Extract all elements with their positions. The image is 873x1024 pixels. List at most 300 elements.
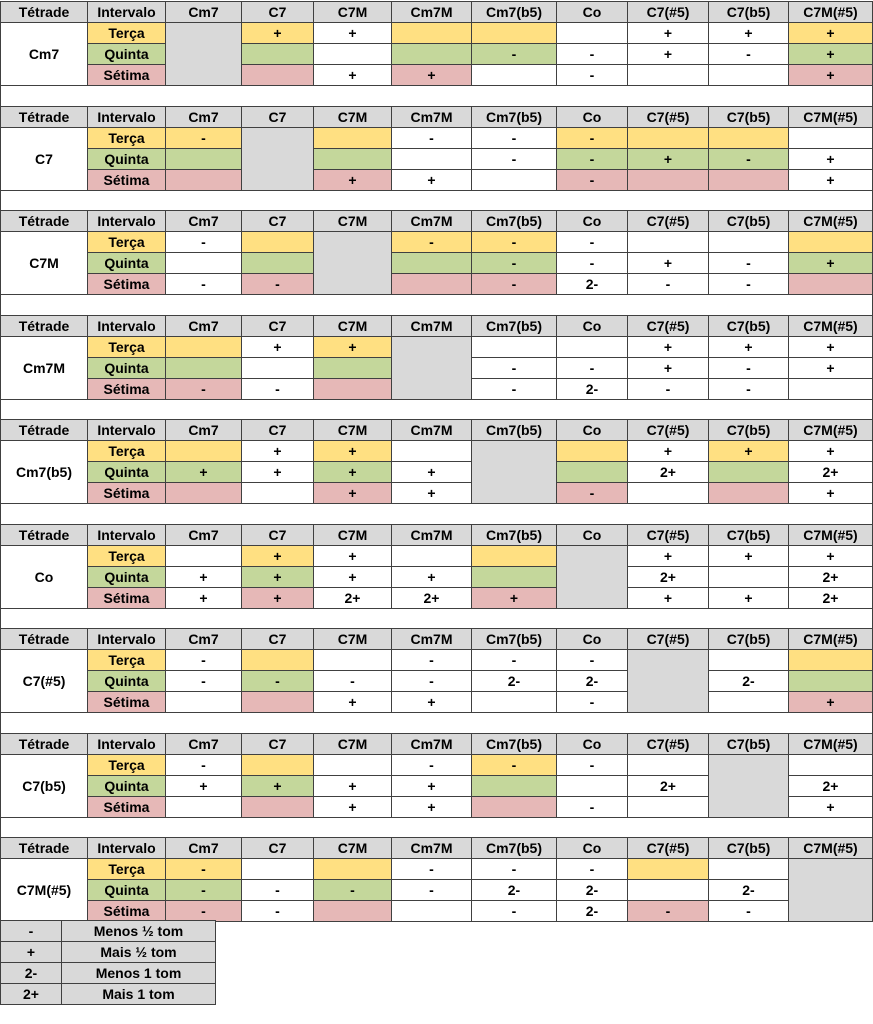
interval-cell [627, 879, 709, 901]
column-header: Co [556, 106, 628, 128]
interval-cell: - [241, 879, 314, 901]
column-header: Cm7M [391, 733, 472, 755]
interval-cell: + [708, 336, 789, 358]
interval-cell [165, 169, 242, 191]
interval-cell: + [313, 64, 392, 86]
interval-cell: - [165, 649, 242, 671]
interval-label: Sétima [87, 796, 166, 818]
interval-cell: + [391, 691, 472, 713]
legend-symbol: 2- [0, 962, 62, 984]
interval-cell [241, 43, 314, 65]
interval-cell [788, 754, 873, 776]
column-header: Cm7M [391, 837, 472, 859]
interval-cell: 2+ [788, 775, 873, 797]
column-header: C7(#5) [627, 524, 709, 546]
column-header: C7M(#5) [788, 628, 873, 650]
column-header: Cm7 [165, 419, 242, 441]
interval-cell: + [788, 691, 873, 713]
column-header: C7(#5) [627, 419, 709, 441]
interval-label: Sétima [87, 378, 166, 400]
diagonal-cell [471, 440, 557, 504]
interval-cell [471, 545, 557, 567]
column-header: Co [556, 733, 628, 755]
diagonal-cell [788, 858, 873, 922]
block-spacer [0, 817, 873, 838]
column-header: Tétrade [0, 628, 88, 650]
interval-label: Terça [87, 336, 166, 358]
column-header: Co [556, 419, 628, 441]
interval-cell: - [708, 43, 789, 65]
interval-cell: 2- [708, 879, 789, 901]
column-header: Cm7(b5) [471, 628, 557, 650]
interval-cell [788, 273, 873, 295]
interval-cell: + [391, 796, 472, 818]
interval-cell: + [708, 545, 789, 567]
interval-cell: + [391, 64, 472, 86]
interval-cell: + [788, 336, 873, 358]
tetrade-label: C7M(#5) [0, 858, 88, 922]
interval-cell: - [556, 169, 628, 191]
interval-cell [471, 775, 557, 797]
interval-cell [627, 858, 709, 880]
interval-cell: - [241, 273, 314, 295]
interval-cell: - [627, 900, 709, 922]
interval-cell: + [313, 775, 392, 797]
column-header: C7M [313, 524, 392, 546]
interval-cell: - [241, 670, 314, 692]
interval-label: Terça [87, 754, 166, 776]
block-spacer [0, 608, 873, 629]
interval-cell: + [788, 482, 873, 504]
interval-cell [391, 252, 472, 274]
block-spacer [0, 712, 873, 734]
diagonal-cell [165, 22, 242, 86]
column-header: C7 [241, 315, 314, 337]
interval-label: Terça [87, 858, 166, 880]
tetrade-label: C7(b5) [0, 754, 88, 818]
interval-cell [627, 754, 709, 776]
interval-cell [313, 649, 392, 671]
tetrade-label: Cm7M [0, 336, 88, 400]
interval-cell: - [708, 357, 789, 379]
interval-cell: + [788, 169, 873, 191]
legend-text: Mais ½ tom [61, 941, 216, 963]
interval-cell: + [391, 461, 472, 483]
interval-cell [313, 900, 392, 922]
interval-cell [708, 231, 789, 253]
interval-cell: 2+ [313, 587, 392, 609]
column-header: C7M(#5) [788, 524, 873, 546]
interval-cell: + [627, 545, 709, 567]
interval-cell [241, 858, 314, 880]
column-header: C7M [313, 419, 392, 441]
interval-cell: 2+ [391, 587, 472, 609]
interval-cell: + [313, 796, 392, 818]
column-header: Cm7 [165, 524, 242, 546]
interval-cell: + [165, 587, 242, 609]
interval-cell: - [313, 879, 392, 901]
interval-cell [627, 796, 709, 818]
column-header: C7 [241, 733, 314, 755]
interval-label: Quinta [87, 357, 166, 379]
column-header: Cm7M [391, 628, 472, 650]
interval-cell [471, 22, 557, 44]
column-header: Intervalo [87, 419, 166, 441]
column-header: Cm7M [391, 1, 472, 23]
interval-cell [165, 357, 242, 379]
column-header: Co [556, 628, 628, 650]
interval-cell: + [708, 587, 789, 609]
interval-label: Sétima [87, 587, 166, 609]
interval-cell [165, 440, 242, 462]
interval-cell: + [241, 336, 314, 358]
interval-label: Terça [87, 231, 166, 253]
interval-label: Quinta [87, 670, 166, 692]
column-header: Cm7 [165, 1, 242, 23]
interval-cell [788, 127, 873, 149]
interval-cell [627, 231, 709, 253]
column-header: Cm7(b5) [471, 837, 557, 859]
legend-text: Menos 1 tom [61, 962, 216, 984]
interval-label: Quinta [87, 566, 166, 588]
interval-label: Sétima [87, 64, 166, 86]
interval-cell: - [708, 148, 789, 170]
column-header: Cm7M [391, 210, 472, 232]
interval-cell: + [788, 545, 873, 567]
interval-cell: + [241, 587, 314, 609]
diagonal-cell [627, 649, 709, 713]
interval-cell: - [165, 879, 242, 901]
interval-cell: - [241, 378, 314, 400]
block-spacer [0, 85, 873, 107]
interval-cell [708, 691, 789, 713]
interval-cell [788, 231, 873, 253]
interval-label: Sétima [87, 169, 166, 191]
interval-cell: + [627, 22, 709, 44]
interval-cell [708, 461, 789, 483]
interval-cell: - [556, 127, 628, 149]
interval-cell: - [471, 649, 557, 671]
interval-cell: + [391, 775, 472, 797]
interval-cell: - [391, 754, 472, 776]
interval-cell: + [708, 22, 789, 44]
interval-cell: 2+ [627, 461, 709, 483]
interval-cell: - [165, 754, 242, 776]
column-header: C7(#5) [627, 837, 709, 859]
tetrade-label: Co [0, 545, 88, 609]
interval-cell: - [556, 691, 628, 713]
column-header: C7 [241, 210, 314, 232]
interval-label: Sétima [87, 273, 166, 295]
tetrade-label: Cm7 [0, 22, 88, 86]
interval-cell: + [788, 43, 873, 65]
column-header: C7 [241, 106, 314, 128]
interval-cell: 2+ [788, 587, 873, 609]
column-header: Cm7M [391, 524, 472, 546]
column-header: C7M(#5) [788, 1, 873, 23]
interval-cell [313, 858, 392, 880]
interval-cell: - [471, 273, 557, 295]
interval-cell: - [391, 127, 472, 149]
column-header: Tétrade [0, 210, 88, 232]
interval-cell [471, 64, 557, 86]
column-header: C7(b5) [708, 419, 789, 441]
interval-cell [241, 231, 314, 253]
interval-cell [471, 566, 557, 588]
interval-cell: 2- [471, 879, 557, 901]
interval-cell [708, 482, 789, 504]
column-header: C7(#5) [627, 628, 709, 650]
interval-cell: + [788, 22, 873, 44]
column-header: C7(b5) [708, 628, 789, 650]
interval-cell: - [708, 252, 789, 274]
interval-cell: - [165, 273, 242, 295]
interval-cell [556, 440, 628, 462]
column-header: C7(#5) [627, 315, 709, 337]
interval-cell: + [313, 461, 392, 483]
column-header: Cm7 [165, 837, 242, 859]
column-header: Cm7M [391, 106, 472, 128]
interval-label: Quinta [87, 252, 166, 274]
interval-cell [471, 336, 557, 358]
block-spacer [0, 503, 873, 525]
legend-symbol: 2+ [0, 983, 62, 1005]
interval-cell: - [471, 754, 557, 776]
legend-symbol: - [0, 920, 62, 942]
column-header: C7M [313, 106, 392, 128]
column-header: C7M [313, 1, 392, 23]
column-header: Cm7(b5) [471, 733, 557, 755]
interval-cell: - [471, 127, 557, 149]
interval-cell [471, 691, 557, 713]
interval-cell: - [556, 858, 628, 880]
column-header: Intervalo [87, 524, 166, 546]
interval-cell [313, 148, 392, 170]
interval-cell [556, 336, 628, 358]
diagonal-cell [556, 545, 628, 609]
interval-cell: - [391, 649, 472, 671]
interval-cell [241, 691, 314, 713]
interval-cell [391, 273, 472, 295]
interval-cell: - [556, 148, 628, 170]
interval-cell: + [627, 357, 709, 379]
interval-cell [471, 796, 557, 818]
interval-cell: + [788, 148, 873, 170]
column-header: C7(b5) [708, 524, 789, 546]
interval-cell [391, 22, 472, 44]
interval-cell [556, 461, 628, 483]
block-spacer [0, 190, 873, 211]
interval-cell [165, 796, 242, 818]
interval-cell: + [627, 336, 709, 358]
interval-cell: - [391, 858, 472, 880]
interval-cell [708, 858, 789, 880]
column-header: Co [556, 524, 628, 546]
interval-cell: + [627, 252, 709, 274]
interval-cell [241, 796, 314, 818]
interval-cell: - [165, 900, 242, 922]
interval-label: Quinta [87, 879, 166, 901]
interval-cell: + [391, 169, 472, 191]
column-header: C7 [241, 419, 314, 441]
column-header: Cm7M [391, 315, 472, 337]
interval-cell: + [313, 440, 392, 462]
interval-cell: - [556, 43, 628, 65]
column-header: Cm7 [165, 315, 242, 337]
interval-cell: + [313, 691, 392, 713]
column-header: Cm7(b5) [471, 1, 557, 23]
column-header: Intervalo [87, 628, 166, 650]
interval-cell: - [165, 670, 242, 692]
interval-cell: + [313, 22, 392, 44]
interval-cell: - [556, 796, 628, 818]
column-header: C7(b5) [708, 106, 789, 128]
interval-cell [165, 691, 242, 713]
interval-cell: - [708, 378, 789, 400]
interval-cell: - [391, 231, 472, 253]
column-header: C7(b5) [708, 1, 789, 23]
interval-cell [708, 169, 789, 191]
interval-cell [391, 545, 472, 567]
column-header: Tétrade [0, 315, 88, 337]
interval-cell: 2- [556, 273, 628, 295]
diagonal-cell [241, 127, 314, 191]
column-header: Co [556, 1, 628, 23]
interval-cell: + [788, 64, 873, 86]
interval-cell: - [556, 754, 628, 776]
legend-text: Mais 1 tom [61, 983, 216, 1005]
interval-cell: + [165, 566, 242, 588]
interval-cell [391, 440, 472, 462]
interval-cell: - [556, 482, 628, 504]
column-header: C7 [241, 628, 314, 650]
interval-cell [241, 64, 314, 86]
interval-cell [627, 169, 709, 191]
interval-cell: + [165, 461, 242, 483]
column-header: Cm7 [165, 733, 242, 755]
diagonal-cell [391, 336, 472, 400]
column-header: C7M(#5) [788, 315, 873, 337]
interval-cell [241, 754, 314, 776]
column-header: Cm7M [391, 419, 472, 441]
interval-cell [788, 670, 873, 692]
interval-cell [165, 545, 242, 567]
column-header: Intervalo [87, 106, 166, 128]
interval-cell [165, 252, 242, 274]
interval-cell: 2- [471, 670, 557, 692]
column-header: C7M(#5) [788, 210, 873, 232]
column-header: C7M(#5) [788, 837, 873, 859]
interval-cell: 2- [556, 670, 628, 692]
interval-cell [241, 357, 314, 379]
interval-cell [313, 127, 392, 149]
interval-cell: - [165, 127, 242, 149]
column-header: Co [556, 210, 628, 232]
interval-cell [241, 482, 314, 504]
interval-cell [313, 378, 392, 400]
column-header: Cm7(b5) [471, 419, 557, 441]
interval-label: Quinta [87, 461, 166, 483]
interval-cell: - [556, 252, 628, 274]
interval-cell: + [627, 43, 709, 65]
legend-text: Menos ½ tom [61, 920, 216, 942]
interval-cell: + [788, 440, 873, 462]
column-header: Co [556, 315, 628, 337]
interval-cell: 2- [708, 670, 789, 692]
column-header: Cm7 [165, 210, 242, 232]
interval-cell: + [241, 22, 314, 44]
interval-cell [627, 64, 709, 86]
column-header: C7M [313, 210, 392, 232]
interval-cell [313, 357, 392, 379]
interval-cell: - [471, 858, 557, 880]
interval-cell: - [627, 273, 709, 295]
diagonal-cell [313, 231, 392, 295]
interval-cell [391, 900, 472, 922]
interval-cell: 2+ [627, 775, 709, 797]
interval-cell: + [241, 545, 314, 567]
interval-label: Terça [87, 545, 166, 567]
interval-label: Quinta [87, 775, 166, 797]
interval-cell: - [556, 231, 628, 253]
column-header: C7(b5) [708, 733, 789, 755]
interval-cell [627, 482, 709, 504]
interval-cell: 2- [556, 879, 628, 901]
interval-label: Quinta [87, 43, 166, 65]
interval-cell [391, 43, 472, 65]
block-spacer [0, 294, 873, 316]
interval-cell: + [708, 440, 789, 462]
interval-cell: + [391, 566, 472, 588]
interval-label: Sétima [87, 482, 166, 504]
interval-cell: 2+ [788, 461, 873, 483]
interval-label: Terça [87, 22, 166, 44]
block-spacer [0, 399, 873, 420]
interval-cell: - [471, 231, 557, 253]
interval-cell: - [556, 357, 628, 379]
column-header: Tétrade [0, 419, 88, 441]
interval-cell [241, 649, 314, 671]
interval-cell: - [556, 64, 628, 86]
column-header: C7M(#5) [788, 419, 873, 441]
column-header: Intervalo [87, 1, 166, 23]
interval-cell: - [165, 231, 242, 253]
column-header: Cm7(b5) [471, 210, 557, 232]
column-header: Tétrade [0, 733, 88, 755]
tetrade-label: Cm7(b5) [0, 440, 88, 504]
interval-cell [708, 566, 789, 588]
interval-cell: + [313, 336, 392, 358]
interval-cell: - [708, 273, 789, 295]
interval-cell: - [556, 649, 628, 671]
interval-cell [788, 649, 873, 671]
column-header: C7(#5) [627, 733, 709, 755]
column-header: C7M [313, 628, 392, 650]
interval-cell: - [708, 900, 789, 922]
legend-symbol: + [0, 941, 62, 963]
column-header: Intervalo [87, 210, 166, 232]
column-header: C7(b5) [708, 837, 789, 859]
column-header: C7M [313, 837, 392, 859]
interval-cell: + [241, 775, 314, 797]
column-header: C7(#5) [627, 106, 709, 128]
column-header: C7M [313, 733, 392, 755]
tetrade-label: C7M [0, 231, 88, 295]
interval-cell: + [471, 587, 557, 609]
tetrade-label: C7(#5) [0, 649, 88, 713]
column-header: C7(#5) [627, 1, 709, 23]
interval-label: Terça [87, 649, 166, 671]
